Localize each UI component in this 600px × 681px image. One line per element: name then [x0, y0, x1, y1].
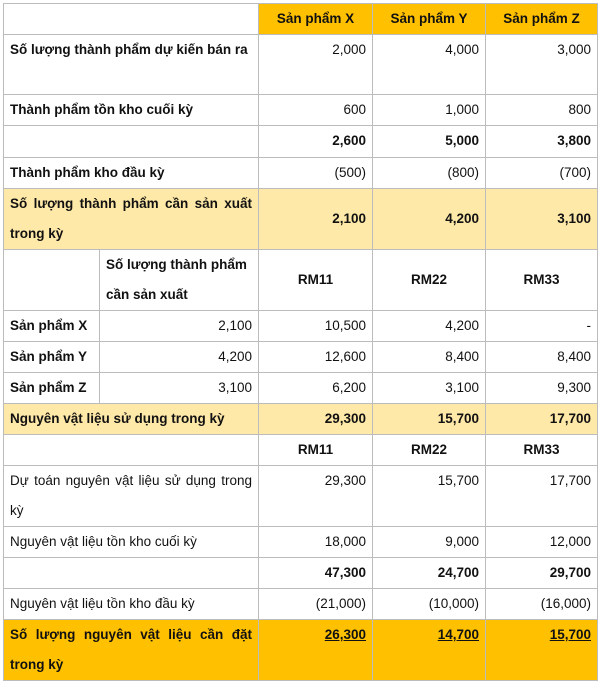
materials-row-x — [4, 311, 598, 342]
cell-rm33-wrap — [486, 620, 598, 681]
beginning-materials-row — [4, 589, 598, 620]
header-qty-label: Số lượng thành phẩm cần sản xuất — [100, 250, 259, 311]
row-label: Số lượng thành phẩm cần sản xuất trong kỳ — [4, 189, 259, 250]
cell-rm11: 18,000 — [259, 527, 373, 558]
cell-x: 2,000 — [259, 35, 373, 95]
row-label: Sản phẩm X — [4, 311, 100, 342]
cell-rm22: 15,700 — [373, 466, 486, 527]
cell-rm33: 29,700 — [486, 558, 598, 589]
cell-qty: 2,100 — [100, 311, 259, 342]
row-label: Nguyên vật liệu sử dụng trong kỳ — [4, 404, 259, 435]
cell-y: (800) — [373, 158, 486, 189]
cell-x: 2,600 — [259, 126, 373, 158]
cell-z: 3,800 — [486, 126, 598, 158]
cell-rm33: 12,000 — [486, 527, 598, 558]
materials-to-order-row — [4, 620, 598, 681]
header-blank — [4, 435, 259, 466]
purchase-header-row — [4, 435, 598, 466]
budget-materials-used-row — [4, 466, 598, 527]
materials-row-z — [4, 373, 598, 404]
cell-rm11: (21,000) — [259, 589, 373, 620]
header-rm22: RM22 — [373, 250, 486, 311]
row-label: Sản phẩm Y — [4, 342, 100, 373]
cell-rm22: 3,100 — [373, 373, 486, 404]
header-blank — [4, 250, 100, 311]
cell-rm22: 15,700 — [373, 404, 486, 435]
row-label: Sản phẩm Z — [4, 373, 100, 404]
row-label: Dự toán nguyên vật liệu sử dụng trong kỳ — [4, 466, 259, 527]
cell-qty: 3,100 — [100, 373, 259, 404]
materials-header-row — [4, 250, 598, 311]
cell-z: 3,100 — [486, 189, 598, 250]
cell-rm33: 15,700 — [549, 627, 591, 642]
row-label-blank — [4, 126, 259, 158]
cell-rm33: 9,300 — [486, 373, 598, 404]
cell-rm33: 8,400 — [486, 342, 598, 373]
row-label-blank — [4, 558, 259, 589]
header-rm33: RM33 — [486, 435, 598, 466]
cell-rm22: 24,700 — [373, 558, 486, 589]
cell-rm22: 9,000 — [373, 527, 486, 558]
header-rm11: RM11 — [259, 250, 373, 311]
header-row — [4, 4, 598, 35]
cell-x: 600 — [259, 95, 373, 126]
subtotal-row — [4, 126, 598, 158]
cell-rm33: 17,700 — [486, 404, 598, 435]
row-label: Số lượng thành phẩm dự kiến bán ra — [4, 35, 259, 95]
ending-materials-row — [4, 527, 598, 558]
cell-y: 4,000 — [373, 35, 486, 95]
row-label: Nguyên vật liệu tồn kho đầu kỳ — [4, 589, 259, 620]
cell-rm11: 26,300 — [324, 627, 366, 642]
header-rm11: RM11 — [259, 435, 373, 466]
materials-subtotal-row — [4, 558, 598, 589]
ending-finished-goods-row — [4, 95, 598, 126]
cell-rm22: 14,700 — [437, 627, 479, 642]
cell-rm22: 8,400 — [373, 342, 486, 373]
cell-rm11-wrap — [259, 620, 373, 681]
cell-z: 3,000 — [486, 35, 598, 95]
cell-rm11: 6,200 — [259, 373, 373, 404]
expected-sales-row — [4, 35, 598, 95]
budget-table — [3, 3, 598, 681]
cell-z: 800 — [486, 95, 598, 126]
cell-y: 4,200 — [373, 189, 486, 250]
header-rm22: RM22 — [373, 435, 486, 466]
cell-z: (700) — [486, 158, 598, 189]
cell-rm22: (10,000) — [373, 589, 486, 620]
cell-y: 5,000 — [373, 126, 486, 158]
header-product-y: Sản phẩm Y — [373, 4, 486, 35]
header-rm33: RM33 — [486, 250, 598, 311]
cell-x: (500) — [259, 158, 373, 189]
cell-rm11: 29,300 — [259, 404, 373, 435]
row-label: Thành phẩm tồn kho cuối kỳ — [4, 95, 259, 126]
row-label: Số lượng nguyên vật liệu cần đặt trong kỳ — [4, 620, 259, 681]
materials-row-y — [4, 342, 598, 373]
header-blank — [4, 4, 259, 35]
cell-rm33: - — [486, 311, 598, 342]
cell-rm22-wrap — [373, 620, 486, 681]
cell-x: 2,100 — [259, 189, 373, 250]
cell-rm33: 17,700 — [486, 466, 598, 527]
cell-rm11: 29,300 — [259, 466, 373, 527]
cell-rm22: 4,200 — [373, 311, 486, 342]
header-product-z: Sản phẩm Z — [486, 4, 598, 35]
header-product-x: Sản phẩm X — [259, 4, 373, 35]
cell-qty: 4,200 — [100, 342, 259, 373]
production-required-row — [4, 189, 598, 250]
row-label: Nguyên vật liệu tồn kho cuối kỳ — [4, 527, 259, 558]
cell-rm11: 47,300 — [259, 558, 373, 589]
cell-rm33: (16,000) — [486, 589, 598, 620]
cell-rm11: 12,600 — [259, 342, 373, 373]
row-label: Thành phẩm kho đầu kỳ — [4, 158, 259, 189]
cell-rm11: 10,500 — [259, 311, 373, 342]
materials-used-row — [4, 404, 598, 435]
beginning-finished-goods-row — [4, 158, 598, 189]
cell-y: 1,000 — [373, 95, 486, 126]
